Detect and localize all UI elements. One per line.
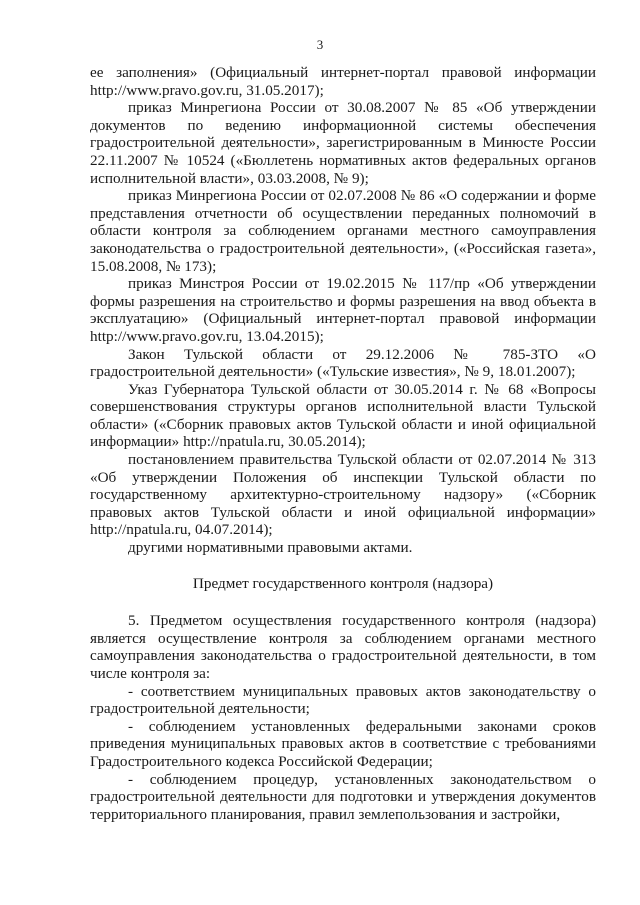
section-heading: Предмет государственного контроля (надзора) bbox=[192, 574, 494, 592]
document-body bbox=[90, 64, 596, 823]
list-item-municipal-acts: - соответствием муниципальных правовых актов законодательству о градостроительной деятельности; bbox=[90, 682, 596, 718]
paragraph-other-acts: другими нормативными правовыми актами. bbox=[128, 539, 413, 557]
paragraph-order-85: приказ Минрегиона России от 30.08.2007 № 85 «Об утверждении документов по ведению информационной системы обеспечения градостроительной деятельности», зарегистрированным в Минюсте России 22.11.2007 № 10524 («Бюллетень нормативных актов федеральных органов исполнительной власти», 03.03.2008, № 9); bbox=[90, 99, 596, 187]
page-number: 3 bbox=[316, 37, 324, 52]
paragraph-order-86: приказ Минрегиона России от 02.07.2008 № 86 «О содержании и форме представления отчетности об осуществлении переданных полномочий в области контроля за соблюдением органами местного самоуправления законодательства о градостроительной деятельности», («Российская газета», 15.08.2008, № 173); bbox=[90, 187, 596, 275]
paragraph-resolution-313: постановлением правительства Тульской области от 02.07.2014 № 313 «Об утверждении Положения об инспекции Тульской области по государственному архитектурно-строительному надзору» («Сборник правовых актов Тульской области и иной официальной информации» http://npatula.ru, 04.07.2014); bbox=[90, 451, 596, 539]
list-item-deadlines: - соблюдением установленных федеральными законами сроков приведения муниципальных правовых актов в соответствие с требованиями Градостроительного кодекса Российской Федерации; bbox=[90, 717, 596, 770]
paragraph-decree-68: Указ Губернатора Тульской области от 30.05.2014 г. № 68 «Вопросы совершенствования структуры органов исполнительной власти Тульской области» («Сборник правовых актов Тульской области и иной официальной информации» http://npatula.ru, 30.05.2014); bbox=[90, 380, 596, 451]
paragraph-order-117: приказ Минстроя России от 19.02.2015 № 117/пр «Об утверждении формы разрешения на строительство и формы разрешения на ввод объекта в эксплуатацию» (Официальный интернет-портал правовой информации http://www.pravo.gov.ru, 13.04.2015); bbox=[90, 275, 596, 345]
paragraph-item-5: 5. Предметом осуществления государственного контроля (надзора) является осуществление контроля за соблюдением органами местного самоуправления законодательства о градостроительной деятельности, в том числе контроля за: bbox=[90, 612, 596, 682]
paragraph-law-785: Закон Тульской области от 29.12.2006 № 785-ЗТО «О градостроительной деятельности» («Тульские известия», № 9, 18.01.2007); bbox=[90, 345, 596, 381]
paragraph-continuation: ее заполнения» (Официальный интернет-портал правовой информации http://www.pravo.gov.ru, 31.05.2017); bbox=[90, 64, 596, 99]
list-item-procedures: - соблюдением процедур, установленных законодательством о градостроительной деятельности для подготовки и утверждения документов территориального планирования, правил землепользования и застройки, bbox=[90, 770, 596, 823]
